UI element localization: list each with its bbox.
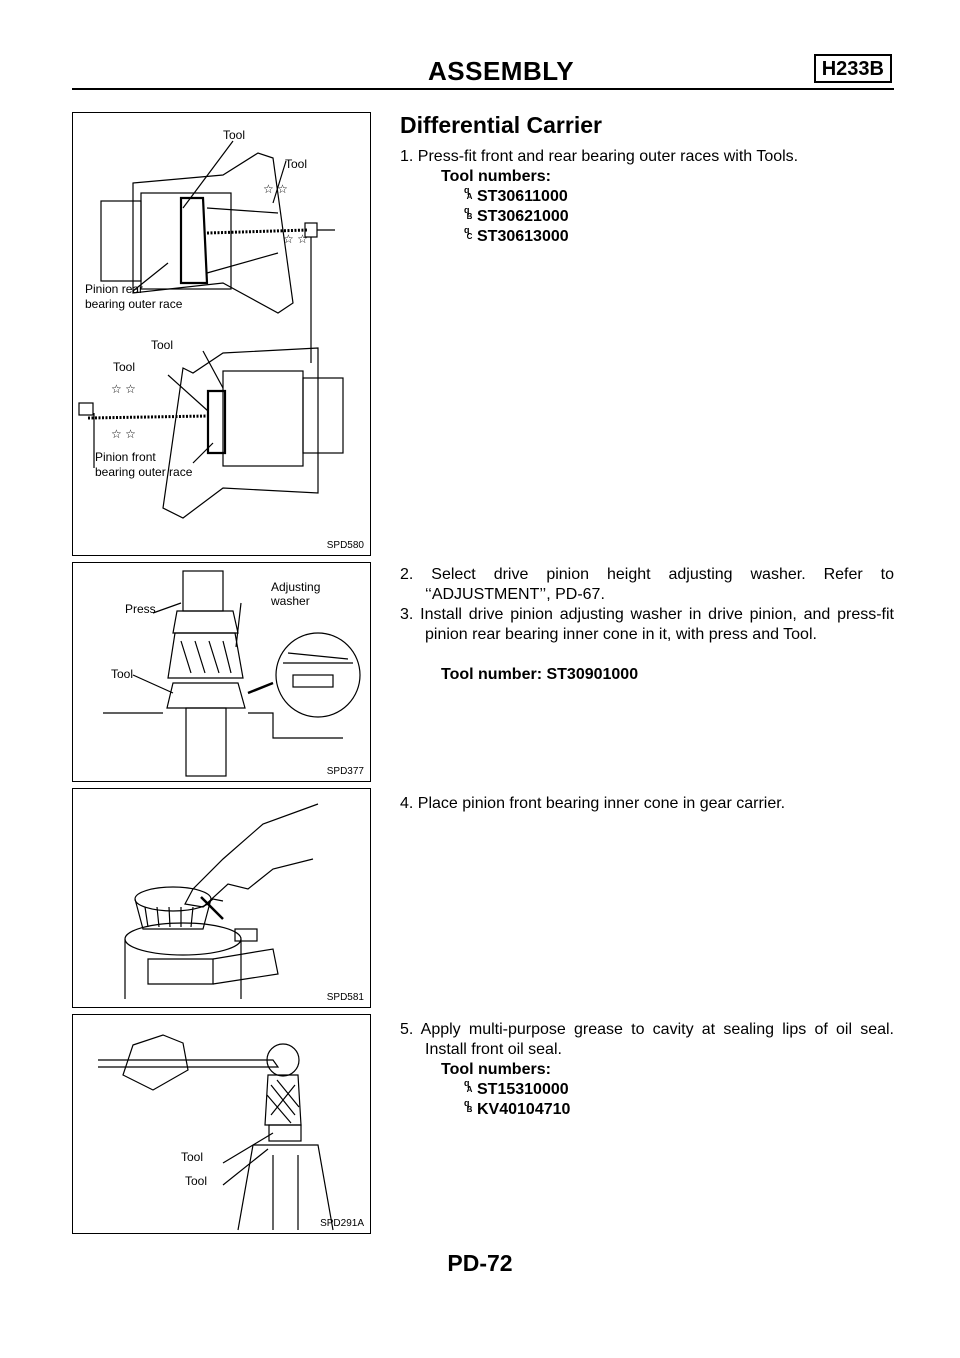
- step-1: [400, 147, 894, 167]
- figure-code: SPD581: [326, 992, 364, 1003]
- svg-text:☆ ☆: ☆ ☆: [283, 232, 308, 246]
- tool-item: [465, 1100, 570, 1120]
- page-number: PD-72: [447, 1250, 513, 1276]
- tool-marker: q B: [465, 212, 474, 222]
- tool-number: ST15310000: [477, 1081, 569, 1098]
- tool-item: [465, 227, 569, 247]
- svg-text:Pinion rear: Pinion rear: [85, 282, 144, 296]
- svg-text:☆ ☆: ☆ ☆: [111, 382, 136, 396]
- section-title: ASSEMBLY: [428, 56, 575, 86]
- tool-number: ST30613000: [477, 228, 569, 245]
- step-text: 1. Press-fit front and rear bearing outer races with Tools.: [400, 148, 799, 165]
- svg-text:bearing outer race: bearing outer race: [95, 465, 193, 479]
- svg-text:Pinion front: Pinion front: [95, 450, 156, 464]
- figure-code: SPD377: [326, 766, 364, 777]
- svg-text:Tool: Tool: [223, 128, 246, 142]
- step-text: 4. Place pinion front bearing inner cone in gear carrier.: [400, 795, 786, 812]
- svg-text:Tool: Tool: [185, 1174, 208, 1188]
- svg-text:Tool: Tool: [113, 360, 136, 374]
- step-3: [400, 605, 894, 645]
- tool-number: ST30621000: [477, 208, 569, 225]
- tool-list: [465, 1080, 570, 1120]
- page-header: [72, 54, 894, 90]
- svg-text:Adjusting: Adjusting: [271, 580, 321, 594]
- tool-number: ST30611000: [477, 188, 568, 205]
- tool-marker: q A: [465, 192, 474, 202]
- svg-text:washer: washer: [271, 594, 310, 608]
- figure-spd580: [72, 112, 371, 556]
- figure-code: SPD291A: [320, 1218, 364, 1229]
- svg-text:Tool: Tool: [111, 667, 134, 681]
- tool-heading: Tool numbers:: [441, 168, 551, 185]
- oil-seal-installation-illustration: [73, 1015, 370, 1233]
- step-2: [400, 565, 894, 605]
- tool-item: [465, 1080, 570, 1100]
- tool-list: [465, 187, 569, 247]
- figure-spd291a: [72, 1014, 371, 1234]
- page-title: Differential Carrier: [400, 112, 602, 138]
- tool-number: KV40104710: [477, 1101, 571, 1118]
- tool-heading: Tool number: ST30901000: [441, 666, 639, 683]
- tool-marker: q B: [465, 1105, 474, 1115]
- section-code-badge: H233B: [814, 54, 892, 83]
- svg-text:Tool: Tool: [285, 157, 308, 171]
- tool-item: [465, 207, 569, 227]
- step-5: [400, 1020, 894, 1060]
- tool-item: [465, 187, 569, 207]
- tool-marker: q A: [465, 1085, 474, 1095]
- svg-text:Tool: Tool: [151, 338, 174, 352]
- svg-text:Press: Press: [125, 602, 156, 616]
- figure-spd581: [72, 788, 371, 1008]
- pinion-press-illustration: [73, 563, 370, 781]
- tool-heading: Tool numbers:: [441, 1061, 551, 1078]
- svg-text:☆ ☆: ☆ ☆: [111, 427, 136, 441]
- figure-code: SPD580: [326, 540, 364, 551]
- bearing-cone-placement-illustration: [73, 789, 370, 1007]
- svg-text:Tool: Tool: [181, 1150, 204, 1164]
- svg-text:☆ ☆: ☆ ☆: [263, 182, 288, 196]
- bearing-race-illustration: [73, 113, 370, 555]
- tool-marker: q C: [465, 232, 474, 242]
- svg-text:bearing outer race: bearing outer race: [85, 297, 183, 311]
- figure-spd377: [72, 562, 371, 782]
- step-text: 5. Apply multi-purpose grease to cavity at sealing lips of oil seal. Install front oil seal.: [400, 1021, 894, 1058]
- step-text: 3. Install drive pinion adjusting washer in drive pinion, and press-fit pinion rear bearing inner cone in it, with press and Tool.: [400, 606, 894, 643]
- step-text: 2. Select drive pinion height adjusting washer. Refer to ‘‘ADJUSTMENT’’, PD-67.: [400, 566, 894, 603]
- step-4: [400, 794, 894, 814]
